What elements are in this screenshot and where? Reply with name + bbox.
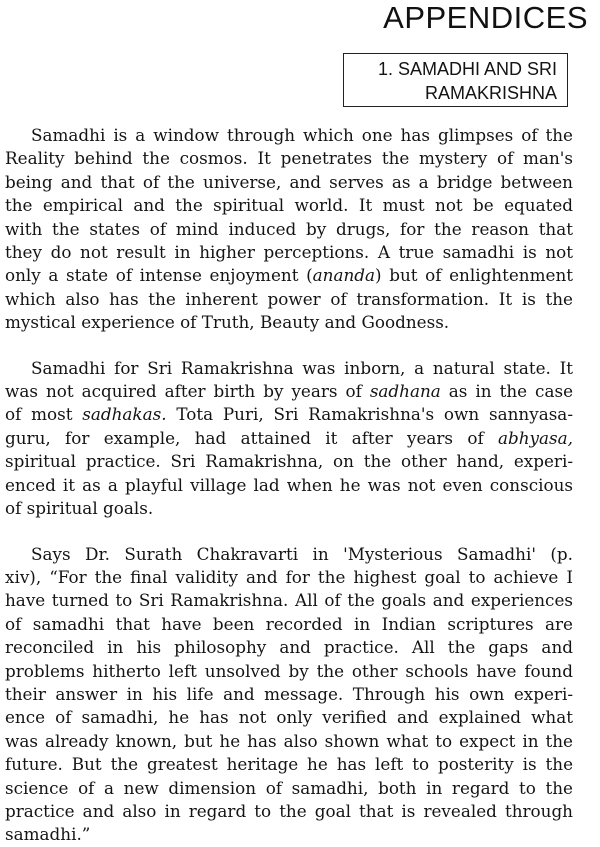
text-line: spiritual practice. Sri Ramakrishna, on the other hand, experi- <box>5 451 573 472</box>
body-text <box>5 124 573 847</box>
text-line: of most sadhakas. Tota Puri, Sri Ramakrishna's own sannyasa- <box>5 404 573 425</box>
text-line: of spiritual goals. <box>5 498 154 519</box>
text-line: was already known, but he has also shown what to expect in the <box>5 730 573 751</box>
page-heading: APPENDICES <box>383 0 588 35</box>
text-line: which also has the inherent power of transformation. It is the <box>5 288 573 309</box>
text-line: Samadhi is a window through which one has glimpses of the <box>31 125 573 145</box>
text-line: with the states of mind induced by drugs, for the reason that <box>5 218 573 239</box>
paragraph-3 <box>5 543 573 847</box>
text-line: was not acquired after birth by years of sadhana as in the case <box>5 381 574 402</box>
text-line: Reality behind the cosmos. It penetrates the mystery of man's <box>5 148 573 169</box>
text-line: reconciled in his philosophy and practice. All the gaps and <box>5 637 573 658</box>
paragraph-1 <box>5 124 573 335</box>
text-line: future. But the greatest heritage he has left to posterity is the <box>5 754 573 775</box>
text-line: being and that of the universe, and serves as a bridge between <box>5 171 573 192</box>
text-line: ence of samadhi, he has not only verified and explained what <box>5 707 573 728</box>
text-line: only a state of intense enjoyment (ananda) but of enlightenment <box>5 265 573 286</box>
text-line: of samadhi that have been recorded in Indian scriptures are <box>5 613 573 634</box>
text-line: Says Dr. Surath Chakravarti in 'Mysterious Samadhi' (p. <box>31 543 573 564</box>
text-line: practice and also in regard to the goal that is revealed through <box>5 800 573 821</box>
text-line: Samadhi for Sri Ramakrishna was inborn, a natural state. It <box>31 357 573 378</box>
paragraph-2 <box>5 357 573 521</box>
section-title-line-2: RAMAKRISHNA <box>424 83 557 103</box>
text-line: mystical experience of Truth, Beauty and Goodness. <box>5 312 450 333</box>
text-line: science of a new dimension of samadhi, both in regard to the <box>5 777 573 798</box>
text-line: the empirical and the spiritual world. It must not be equated <box>5 195 573 216</box>
text-line: problems hitherto left unsolved by the other schools have found <box>5 660 573 681</box>
text-line: they do not result in higher perceptions. A true samadhi is not <box>5 242 573 263</box>
text-line: xiv), “For the final validity and for the highest goal to achieve I <box>5 566 573 587</box>
text-line: samadhi.” <box>5 824 91 845</box>
text-line: their answer in his life and message. Through his own experi- <box>5 683 573 704</box>
text-line: have turned to Sri Ramakrishna. All of the goals and experiences <box>5 590 573 611</box>
text-line: enced it as a playful village lad when he was not even conscious <box>5 474 573 495</box>
text-line: guru, for example, had attained it after years of abhyasa, <box>5 427 573 448</box>
section-title-line-1: 1. SAMADHI AND SRI <box>377 59 557 79</box>
section-title-box <box>343 53 568 107</box>
